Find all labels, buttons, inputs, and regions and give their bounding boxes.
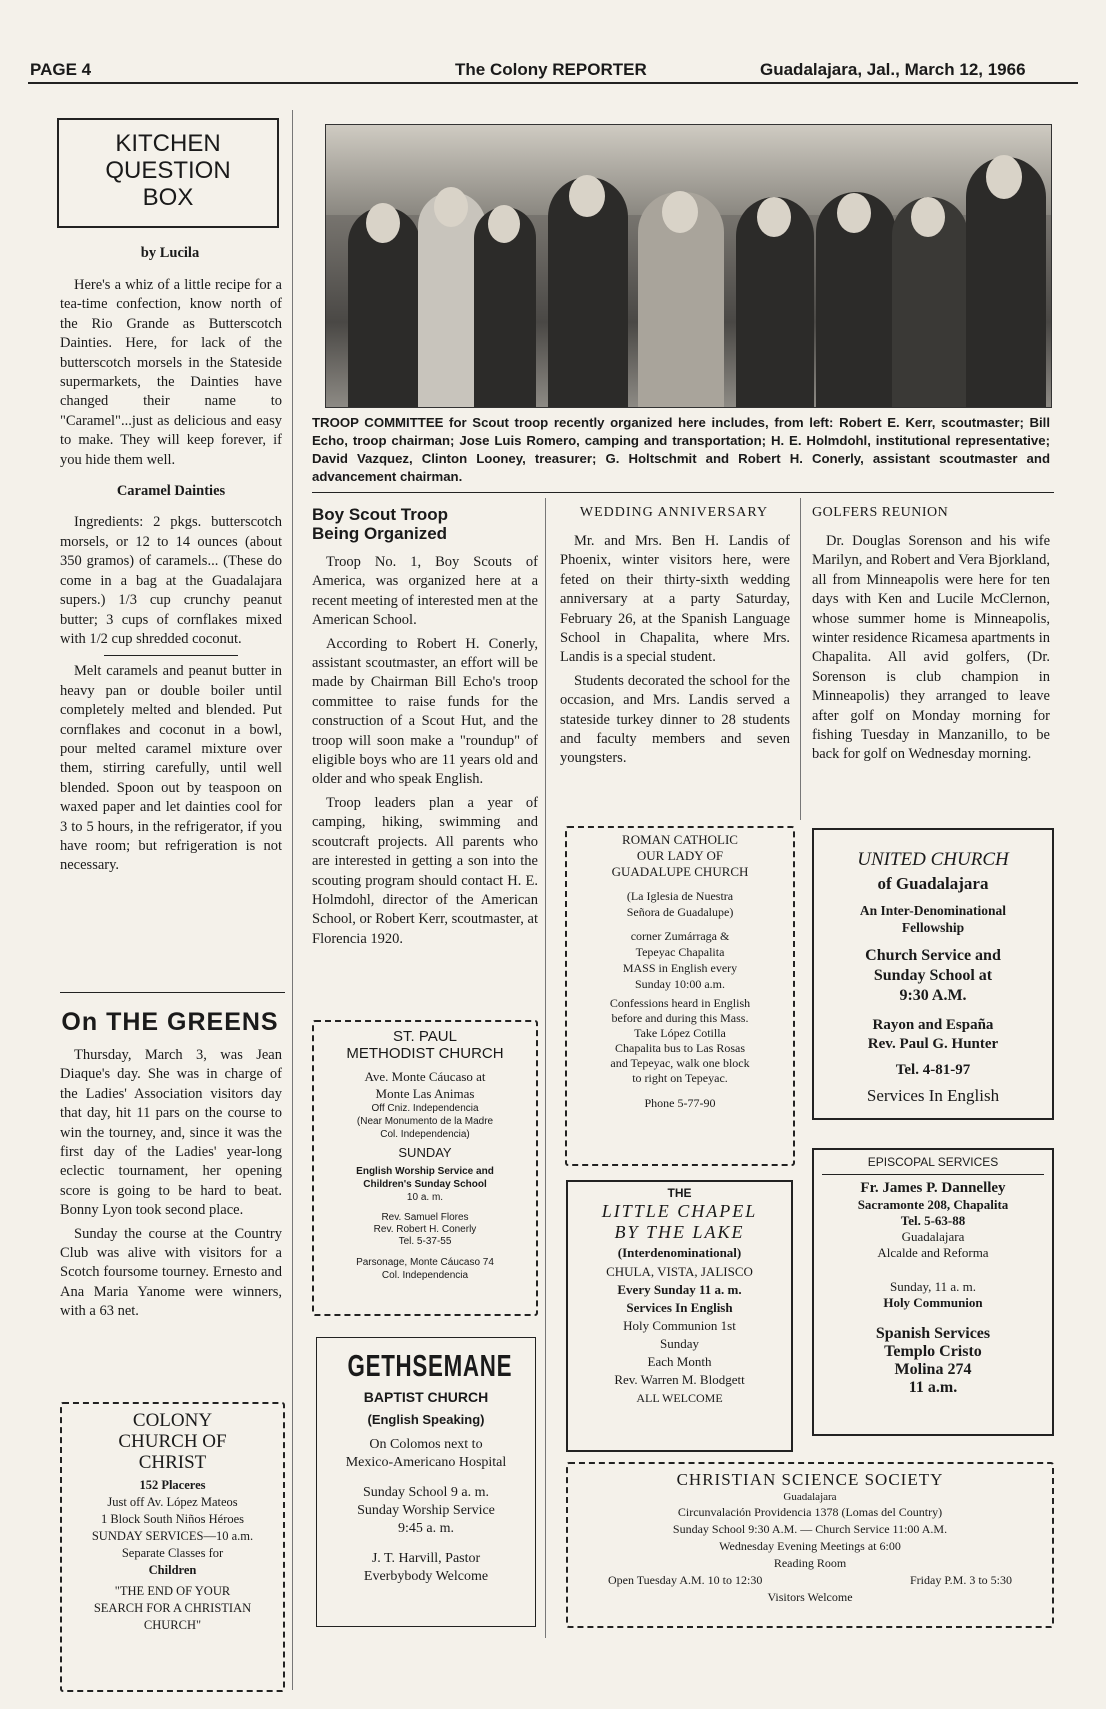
ad-line: UNITED CHURCH: [857, 849, 1009, 870]
ad-line: Every Sunday 11 a. m.: [617, 1282, 742, 1297]
ad-line: Off Cniz. Independencia: [371, 1103, 479, 1114]
ad-line: Sunday School 9:30 A.M. — Church Service 11:00 A.M.: [672, 1522, 948, 1536]
ad-line: Templo Cristo: [884, 1343, 982, 1360]
ad-line: Molina 274: [894, 1361, 972, 1378]
newspaper-name: The Colony REPORTER: [455, 60, 647, 79]
ad-line: Children: [148, 1563, 197, 1577]
ad-line: Just off Av. López Mateos: [107, 1495, 238, 1509]
ad-line: MASS in English every: [622, 961, 738, 975]
ad-line: Services In English: [626, 1300, 733, 1315]
ad-line: Sunday, 11 a. m.: [889, 1279, 977, 1294]
ad-line: Fr. James P. Dannelley: [860, 1180, 1006, 1196]
ad-line: Sunday Worship Service: [357, 1503, 495, 1518]
greens-text: [60, 1046, 282, 1326]
ad-line: CHURCH": [143, 1618, 202, 1632]
ad-line: Church Service and: [865, 947, 1001, 964]
ad-line: Everbybody Welcome: [363, 1569, 489, 1584]
ad-line: Señora de Guadalupe): [626, 905, 734, 919]
kitchen-title-box: [57, 118, 279, 228]
page-number: PAGE 4: [30, 60, 92, 79]
ad-line: Tel. 5-37-55: [398, 1236, 452, 1247]
ad-line: Rev. Robert H. Conerly: [373, 1224, 477, 1235]
ad-line: GETHSEMANE: [347, 1348, 513, 1383]
kitchen-intro: Here's a whiz of a little recipe for a tea-time confection, know north of the Rio Grande as Butterscotch Dainties. Here, for lack of the butterscotch morsels in the Stateside supermarkets, the Dainties have changed their name to "Caramel"...just as delicious and easy to make. They will keep forever, if you hide them well.: [60, 277, 282, 468]
ad-line: Sunday School 9 a. m.: [363, 1485, 489, 1500]
ad-line: Phone 5-77-90: [644, 1096, 716, 1110]
wedding-p1: Mr. and Mrs. Ben H. Landis of Phoenix, winter visitors here, were feted on their thirty-sixth wedding anniversary at a party Saturday, February 26, at the Spanish Language School in Chapalita, where Mrs. Landis is a special student.: [560, 533, 790, 666]
divider: [60, 992, 285, 993]
scouts-text: [312, 553, 538, 953]
ad-line: Guadalajara: [783, 1491, 837, 1503]
ad-line: BY THE LAKE: [614, 1222, 745, 1242]
dateline: Guadalajara, Jal., March 12, 1966: [760, 60, 1026, 79]
ad-line: (Interdenominational): [617, 1245, 742, 1260]
ad-line: Visitors Welcome: [767, 1590, 853, 1604]
ad-line: Friday P.M. 3 to 5:30: [909, 1573, 1012, 1587]
ad-line: CHULA, VISTA, JALISCO: [606, 1264, 753, 1279]
column-rule: [545, 498, 546, 1638]
ad-line: Holy Communion: [883, 1295, 983, 1310]
ad-line: Separate Classes for: [121, 1546, 224, 1560]
united-church-ad: [812, 828, 1054, 1120]
episcopal-services-ad: [812, 1148, 1054, 1436]
ad-line: CHRISTIAN SCIENCE SOCIETY: [676, 1470, 944, 1489]
greens-title: On THE GREENS: [61, 1008, 279, 1036]
ad-line: Rev. Samuel Flores: [381, 1212, 469, 1223]
ad-line: GUADALUPE CHURCH: [611, 864, 749, 879]
ad-line: Holy Communion 1st: [623, 1318, 736, 1333]
recipe-method: Melt caramels and peanut butter in heavy pan or double boiler until completely melted and blended. Put cornflakes and coconut in a bowl, pour melted caramel mixture over them, stirring carefully, until well blended. Spoon out by teaspoon on waxed paper and let dainties cool for 3 to 5 hours, in the refrigerator, if you have room; but refrigeration is not necessary.: [60, 663, 282, 874]
ad-line: and Tepeyac, walk one block: [610, 1056, 750, 1070]
ad-line: Chapalita bus to Las Rosas: [615, 1041, 745, 1055]
ad-line: Confessions heard in English: [609, 996, 751, 1010]
ad-line: "THE END OF YOUR: [114, 1584, 231, 1598]
ad-line: 152 Placeres: [139, 1478, 206, 1492]
ad-line: Tel. 4-81-97: [895, 1062, 971, 1078]
greens-p2: Sunday the course at the Country Club was alive with visitors for a Scotch foursome tourney. Ernesto and Ana Maria Yanome were winners, with a 63 net.: [60, 1225, 282, 1320]
divider: [312, 492, 1054, 493]
kitchen-byline: by Lucila: [140, 245, 200, 261]
ad-line: Circunvalación Providencia 1378 (Lomas del Country): [677, 1505, 943, 1519]
golfers-headline: GOLFERS REUNION: [812, 505, 949, 520]
column-rule: [292, 110, 293, 1690]
ad-line: ST. PAUL: [393, 1028, 457, 1045]
ad-line: LITTLE CHAPEL: [601, 1201, 758, 1221]
little-chapel-ad: [566, 1180, 793, 1452]
ad-line: (La Iglesia de Nuestra: [626, 889, 734, 903]
ad-line: (Near Monumento de la Madre: [356, 1116, 494, 1127]
ad-line: Alcalde and Reforma: [877, 1245, 989, 1260]
christian-science-ad: [566, 1462, 1054, 1628]
ad-line: Col. Independencia: [381, 1270, 469, 1281]
header-rule: [28, 82, 1078, 84]
ad-line: 11 a.m.: [908, 1379, 958, 1396]
greens-p1: Thursday, March 3, was Jean Diaque's day. She was in charge of the Ladies' Association visitors day that day, hit 11 pars on the course to win the tourney, and, since it was the first day of the Ladies' year-long eclectic tournament, her opening score is going to be hard to beat. Bonny Lyon took second place.: [60, 1047, 282, 1219]
ad-line: ROMAN CATHOLIC: [622, 832, 738, 847]
wedding-p2: Students decorated the school for the occasion, and Mrs. Landis served a stateside turkey dinner to 28 students and faculty members and seven youngsters.: [560, 672, 790, 767]
ad-line: English Worship Service and: [356, 1166, 494, 1177]
ad-line: SUNDAY SERVICES—10 a.m.: [91, 1529, 254, 1543]
ad-line: Spanish Services: [875, 1325, 991, 1342]
ad-line: Parsonage, Monte Cáucaso 74: [356, 1257, 494, 1268]
ad-line: Reading Room: [773, 1556, 847, 1570]
ad-hours-row: [568, 1572, 1052, 1589]
ad-line: SEARCH FOR A CHRISTIAN: [93, 1601, 252, 1615]
wedding-headline: WEDDING ANNIVERSARY: [579, 505, 769, 520]
scouts-headline: Boy Scout Troop Being Organized: [312, 505, 448, 543]
ad-line: BAPTIST CHURCH: [363, 1389, 489, 1405]
ad-line: corner Zumárraga &: [630, 929, 730, 943]
ad-line: 9:45 a. m.: [398, 1521, 454, 1536]
recipe-title: Caramel Dainties: [116, 483, 226, 500]
ad-line: Take López Cotilla: [634, 1026, 726, 1040]
ad-line: Rayon and España: [872, 1017, 994, 1033]
ad-line: Open Tuesday A.M. 10 to 12:30: [608, 1573, 763, 1587]
ad-line: Col. Independencia): [380, 1129, 470, 1140]
wedding-text: [560, 532, 790, 773]
ad-line: 9:30 A.M.: [899, 987, 967, 1004]
ad-line: Sunday School at: [873, 967, 993, 984]
ad-line: EPISCOPAL SERVICES: [822, 1154, 1044, 1175]
ad-line: CHURCH OF: [118, 1431, 227, 1452]
ad-line: COLONY: [132, 1410, 213, 1431]
scouts-p1: Troop No. 1, Boy Scouts of America, was organized here at a recent meeting of interested men at the American School.: [312, 554, 538, 629]
golfers-text: [812, 532, 1050, 769]
ad-line: OUR LADY OF: [636, 848, 724, 863]
ad-line: Wednesday Evening Meetings at 6:00: [719, 1539, 901, 1553]
ad-line: Rev. Warren M. Blodgett: [614, 1372, 745, 1387]
photo-caption: TROOP COMMITTEE for Scout troop recently organized here includes, from left: Robert E. Kerr, scoutmaster; Bill Echo, troop chairman; Jose Luis Romero, camping and transportation; H. E. Holmdohl, institutional representative; David Vazquez, Clinton Looney, treasurer; G. Holtschmit and Robert H. Conerly, assistant scoutmaster and advancement chairman.: [312, 415, 1050, 484]
ad-line: Ave. Monte Cáucaso at: [364, 1069, 486, 1084]
ad-line: J. T. Harvill, Pastor: [371, 1551, 481, 1566]
ad-line: CHRIST: [138, 1452, 207, 1473]
troop-committee-photo: [325, 124, 1052, 408]
ad-line: METHODIST CHURCH: [346, 1045, 504, 1062]
ad-line: Guadalajara: [901, 1229, 965, 1244]
ad-line: to right on Tepeyac.: [632, 1071, 728, 1085]
catholic-church-ad: [565, 826, 795, 1166]
ad-line: 10 a. m.: [406, 1192, 444, 1203]
ad-line: before and during this Mass.: [611, 1011, 749, 1025]
ad-line: ALL WELCOME: [636, 1391, 723, 1405]
recipe-ingredients: Ingredients: 2 pkgs. butterscotch morsels, or 12 to 14 ounces (about 350 gramos) of caramels... (These do come in a bag at the Guadalajara supers.) 1/3 cup crunchy peanut butter; 3 cups of cornflakes mixed with 1/2 cup shredded coconut.: [60, 514, 282, 647]
colony-church-ad: [60, 1402, 285, 1692]
ad-line: Mexico-Americano Hospital: [345, 1455, 507, 1470]
ad-line: SUNDAY: [398, 1145, 452, 1160]
ad-line: Services In English: [866, 1086, 1000, 1105]
ad-line: Sunday: [660, 1336, 699, 1351]
ad-line: Sacramonte 208, Chapalita: [857, 1197, 1009, 1212]
kitchen-title: KITCHEN QUESTION BOX: [105, 130, 231, 211]
ad-line: Tepeyac Chapalita: [635, 945, 725, 959]
ad-line: Children's Sunday School: [363, 1179, 487, 1190]
gethsemane-church-ad: [316, 1337, 536, 1627]
golfers-p1: Dr. Douglas Sorenson and his wife Marilyn, and Robert and Vera Bjorkland, all from Minneapolis were here for ten days with Ken and Lucile McClernon, whose summer home is Minneapolis, winter residence Ricamesa apartments in Chapalita. All avid golfers, (Dr. Sorenson is club champion in Minneapolis) they arranged to leave after golf on Monday morning for fishing Tuesday in Manzanillo, to be back for golf on Wednesday morning.: [812, 533, 1050, 763]
divider: [104, 655, 237, 656]
ad-line: Fellowship: [901, 920, 965, 935]
ad-line: Each Month: [647, 1354, 712, 1369]
ad-line: THE: [667, 1186, 692, 1200]
scouts-p3: Troop leaders plan a year of camping, hiking, swimming and scoutcraft projects. All parents who are interested in getting a son into the scouting program should contact H. E. Holmdohl, director of the American School, or Robert Kerr, scoutmaster, at Florencia 1920.: [312, 794, 538, 947]
scouts-p2: According to Robert H. Conerly, assistant scoutmaster, an effort will be made by Chairman Bill Echo's troop committee to raise funds for the construction of a Scout Hut, and the troop will soon make a "roundup" of eligible boys who are 11 years old and older and who speak English.: [312, 635, 538, 788]
kitchen-text: [60, 276, 282, 880]
ad-line: Rev. Paul G. Hunter: [867, 1036, 999, 1052]
ad-line: Tel. 5-63-88: [900, 1213, 966, 1228]
ad-line: of Guadalajara: [877, 874, 989, 893]
ad-line: 1 Block South Niños Héroes: [100, 1512, 245, 1526]
ad-line: (English Speaking): [367, 1412, 485, 1427]
column-rule: [800, 498, 801, 820]
ad-line: An Inter-Denominational: [859, 903, 1007, 918]
ad-line: Monte Las Animas: [375, 1086, 475, 1101]
ad-line: Sunday 10:00 a.m.: [635, 977, 725, 991]
methodist-church-ad: [312, 1020, 538, 1316]
ad-line: On Colomos next to: [369, 1437, 483, 1452]
